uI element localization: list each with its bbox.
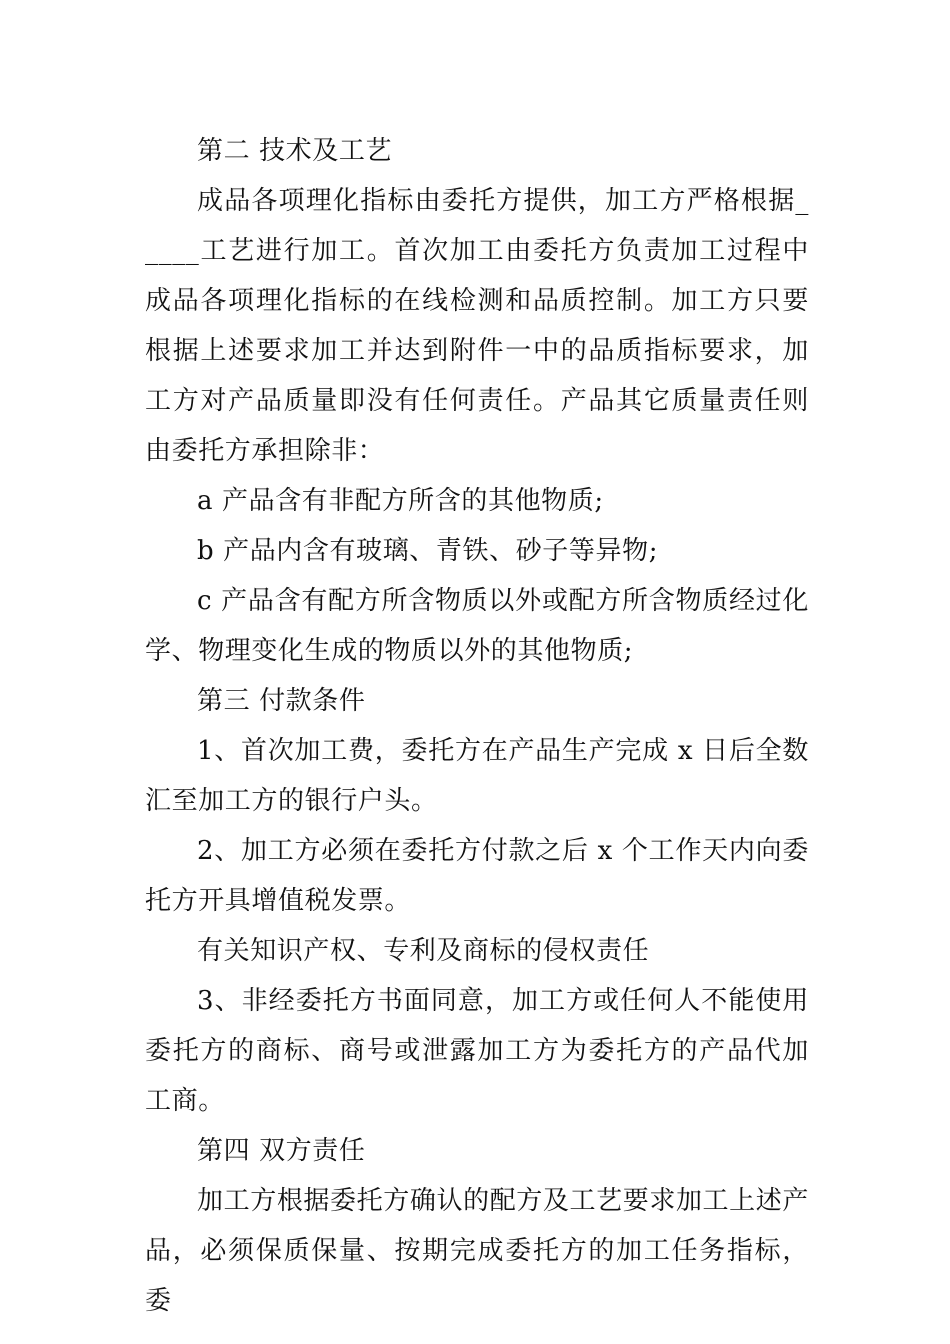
list-item-b: b 产品内含有玻璃、青铁、砂子等异物; xyxy=(197,536,659,566)
list-item-a: a 产品含有非配方所含的其他物质; xyxy=(197,486,604,516)
section-heading-technology: 第二 技术及工艺 xyxy=(197,136,393,166)
list-item-c: c 产品含有配方所含物质以外或配方所含物质经过化学、物理变化生成的物质以外的其他物质; xyxy=(145,586,809,666)
paragraph-process-requirements: 成品各项理化指标由委托方提供，加工方严格根据_____工艺进行加工。首次加工由委托方负责加工过程中成品各项理化指标的在线检测和品质控制。加工方只要根据上述要求加工并达到附件一中的品质指标要求，加工方对产品质量即没有任何责任。产品其它质量责任则由委托方承担除非： xyxy=(145,186,809,466)
section-heading-responsibilities: 第四 双方责任 xyxy=(197,1136,366,1166)
document-body xyxy=(145,126,809,1326)
section-heading-payment: 第三 付款条件 xyxy=(197,686,366,716)
payment-clause-1: 1、首次加工费，委托方在产品生产完成 x 日后全数汇至加工方的银行户头。 xyxy=(145,736,809,816)
ip-clause-3: 3、非经委托方书面同意，加工方或任何人不能使用委托方的商标、商号或泄露加工方为委托方的产品代加工商。 xyxy=(145,986,809,1116)
paragraph-responsibilities: 加工方根据委托方确认的配方及工艺要求加工上述产品，必须保质保量、按期完成委托方的加工任务指标，委 xyxy=(145,1186,809,1316)
section-heading-ip: 有关知识产权、专利及商标的侵权责任 xyxy=(197,936,650,966)
payment-clause-2: 2、加工方必须在委托方付款之后 x 个工作天内向委托方开具增值税发票。 xyxy=(145,836,809,916)
